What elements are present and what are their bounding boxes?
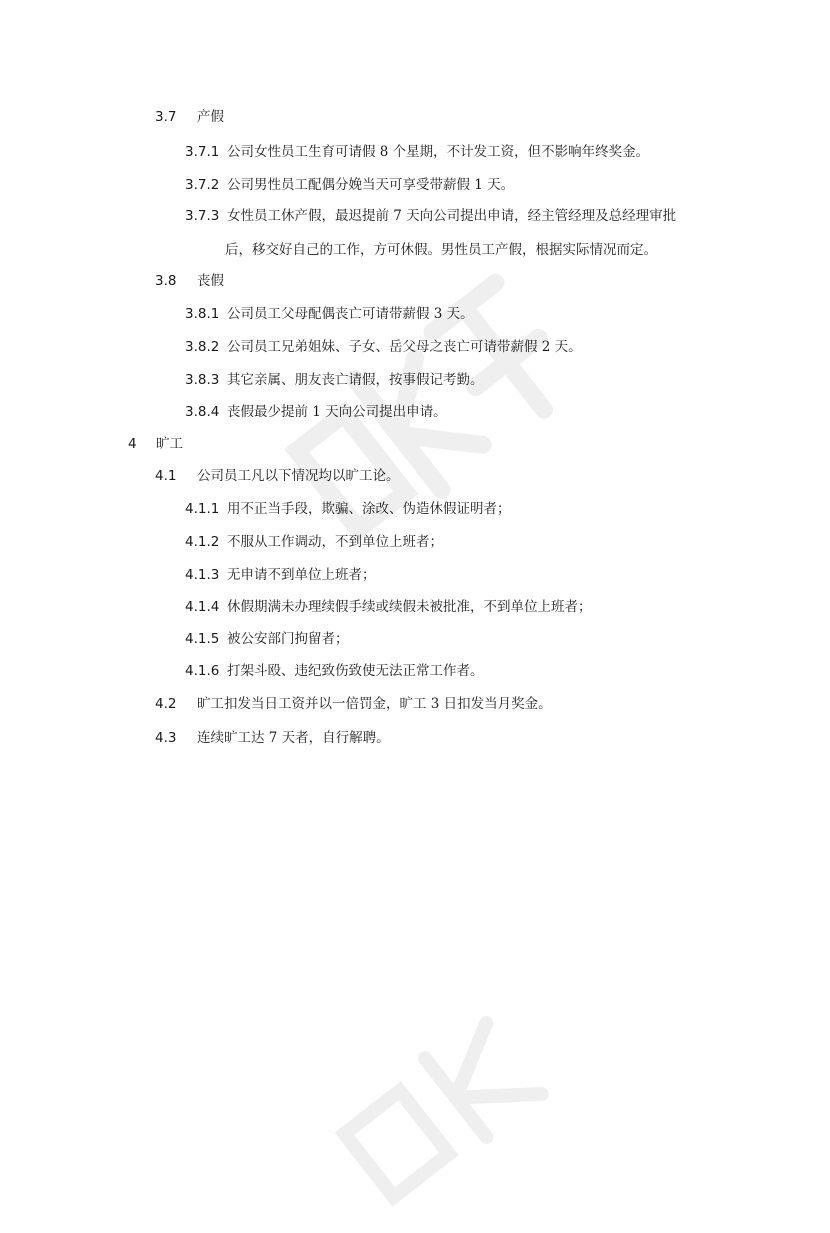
list-item-4-1-1 <box>185 500 511 518</box>
item-text: 休假期满未办理续假手续或续假未被批准，不到单位上班者； <box>227 599 592 615</box>
chapter-heading-4 <box>128 435 183 453</box>
item-text: 公司女性员工生育可请假 8 个星期，不计发工资，但不影响年终奖金。 <box>227 144 650 160</box>
list-item-4-1-2 <box>185 533 443 551</box>
list-item-4-1-5 <box>185 630 349 648</box>
item-number: 3.7.2 <box>185 177 220 193</box>
item-number: 3.7.1 <box>185 144 220 160</box>
list-item-3-8-2 <box>185 338 582 356</box>
section-heading-4-3 <box>155 729 390 747</box>
watermark-icon-secondary <box>310 987 570 1233</box>
list-item-4-1-6 <box>185 662 484 680</box>
list-item-3-7-3-continuation <box>225 241 657 259</box>
section-number: 4.2 <box>155 696 177 712</box>
item-number: 4.1.3 <box>185 567 220 583</box>
list-item-3-8-4 <box>185 403 447 421</box>
item-number: 4.1.6 <box>185 663 220 679</box>
item-text: 女性员工休产假，最迟提前 7 天向公司提出申请，经主管经理及总经理审批 <box>227 208 677 224</box>
list-item-3-8-1 <box>185 305 474 323</box>
item-number: 3.8.1 <box>185 306 220 322</box>
section-number: 4.1 <box>155 468 177 484</box>
chapter-number: 4 <box>128 436 137 452</box>
list-item-3-7-2 <box>185 176 514 194</box>
item-text: 用不正当手段，欺骗、涂改、伪造休假证明者； <box>227 501 511 517</box>
section-title: 公司员工凡以下情况均以旷工论。 <box>197 468 400 484</box>
item-number: 4.1.2 <box>185 534 220 550</box>
chapter-title: 旷工 <box>156 436 183 452</box>
list-item-3-7-1 <box>185 143 649 161</box>
section-number: 3.7 <box>155 109 177 125</box>
section-title: 连续旷工达 7 天者，自行解聘。 <box>197 730 390 746</box>
list-item-4-1-3 <box>185 566 376 584</box>
list-item-4-1-4 <box>185 598 592 616</box>
item-text: 无申请不到单位上班者； <box>227 567 376 583</box>
item-number: 3.8.4 <box>185 404 220 420</box>
item-text: 公司员工兄弟姐妹、子女、岳父母之丧亡可请带薪假 2 天。 <box>227 339 582 355</box>
section-heading-3-7 <box>155 108 224 126</box>
section-title: 产假 <box>197 109 224 125</box>
item-text: 丧假最少提前 1 天向公司提出申请。 <box>227 404 447 420</box>
item-text: 其它亲属、朋友丧亡请假，按事假记考勤。 <box>227 372 484 388</box>
section-title: 丧假 <box>197 273 224 289</box>
list-item-3-8-3 <box>185 371 484 389</box>
section-heading-4-2 <box>155 695 552 713</box>
item-number: 3.8.3 <box>185 372 220 388</box>
item-number: 3.8.2 <box>185 339 220 355</box>
item-number: 4.1.4 <box>185 599 220 615</box>
section-number: 3.8 <box>155 273 177 289</box>
item-text: 公司男性员工配偶分娩当天可享受带薪假 1 天。 <box>227 177 515 193</box>
item-text: 打架斗殴、违纪致伤致使无法正常工作者。 <box>227 663 484 679</box>
section-title: 旷工扣发当日工资并以一倍罚金，旷工 3 日扣发当月奖金。 <box>197 696 552 712</box>
item-text-continuation: 后，移交好自己的工作，方可休假。男性员工产假，根据实际情况而定。 <box>225 242 657 258</box>
section-number: 4.3 <box>155 730 177 746</box>
item-text: 公司员工父母配偶丧亡可请带薪假 3 天。 <box>227 306 474 322</box>
section-heading-3-8 <box>155 272 224 290</box>
list-item-3-7-3 <box>185 207 676 225</box>
item-text: 不服从工作调动，不到单位上班者； <box>227 534 443 550</box>
item-text: 被公安部门拘留者； <box>227 631 349 647</box>
item-number: 3.7.3 <box>185 208 220 224</box>
section-heading-4-1 <box>155 467 400 485</box>
item-number: 4.1.1 <box>185 501 220 517</box>
item-number: 4.1.5 <box>185 631 220 647</box>
